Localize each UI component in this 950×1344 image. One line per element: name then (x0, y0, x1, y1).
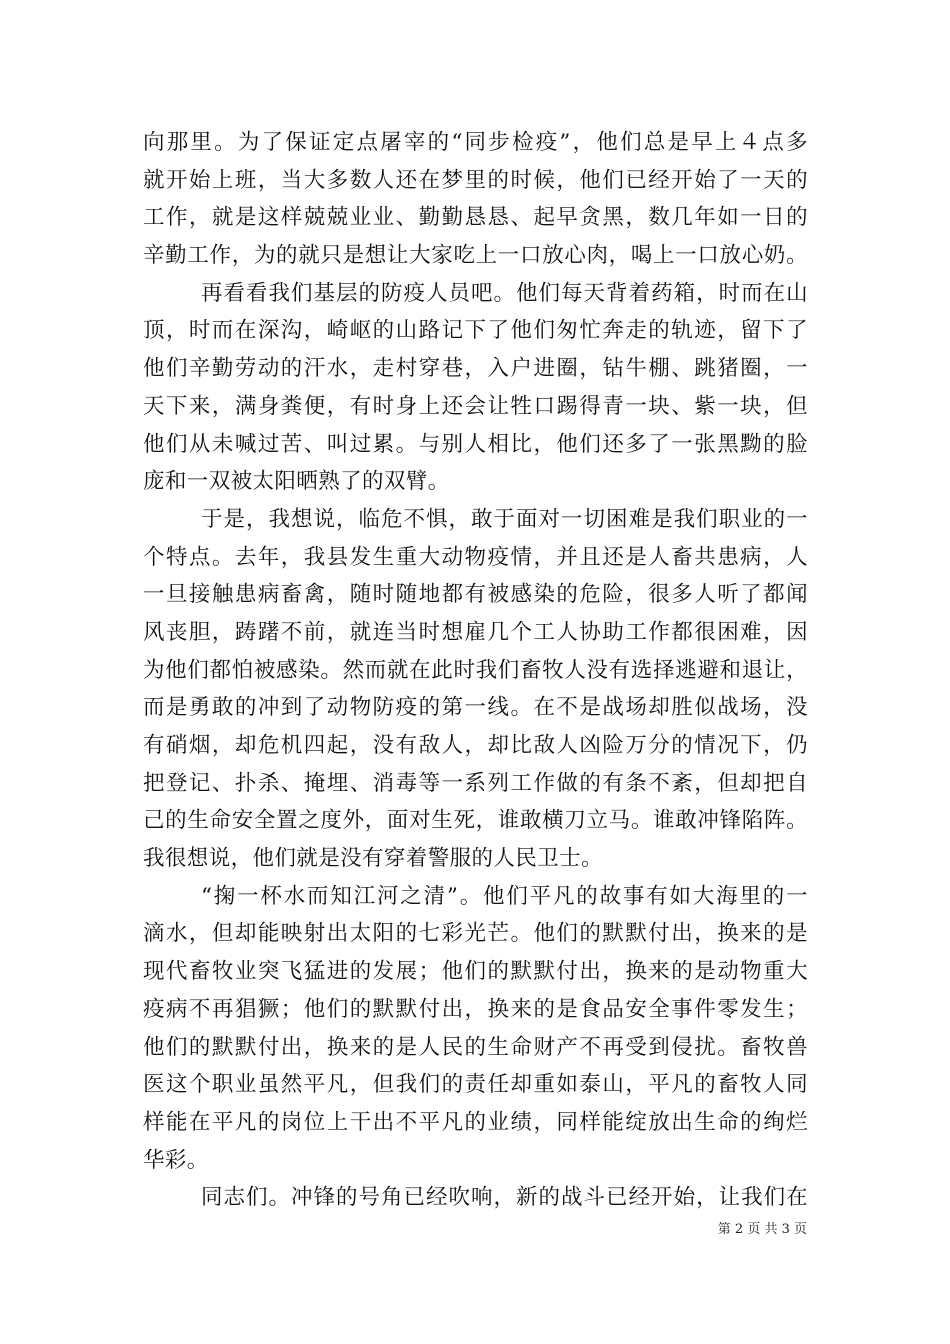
paragraph-start-line: 于是，我想说，临危不惧，敢于面对一切困难是我们职业的一 (201, 506, 808, 532)
text-line: 天下来，满身粪便，有时身上还会让牲口踢得青一块、紫一块，但 (143, 393, 808, 419)
text-line: 个特点。去年，我县发生重大动物疫情，并且还是人畜共患病，人 (143, 544, 808, 570)
text-line: 把登记、扑杀、掩埋、消毒等一系列工作做的有条不紊，但却把自 (143, 770, 808, 796)
paragraph-start-line: 再看看我们基层的防疫人员吧。他们每天背着药箱，时而在山 (201, 280, 808, 306)
text-line: 向那里。为了保证定点屠宰的“同步检疫”，他们总是早上４点多 (143, 130, 808, 155)
text-line: 有硝烟，却危机四起，没有敌人，却比敌人凶险万分的情况下，仍 (143, 733, 808, 758)
text-line: 辛勤工作，为的就只是想让大家吃上一口放心肉，喝上一口放心奶。 (143, 243, 808, 269)
text-line: 顶，时而在深沟，崎岖的山路记下了他们匆忙奔走的轨迹，留下了 (143, 318, 808, 344)
text-line: 疫病不再猖獗；他们的默默付出，换来的是食品安全事件零发生； (143, 996, 808, 1022)
text-line: 一旦接触患病畜禽，随时随地都有被感染的危险，很多人听了都闻 (143, 582, 808, 608)
text-line: 他们的默默付出，换来的是人民的生命财产不再受到侵扰。畜牧兽 (143, 1034, 808, 1060)
paragraph-start-line: 同志们。冲锋的号角已经吹响，新的战斗已经开始，让我们在 (201, 1185, 808, 1211)
text-line: 为他们都怕被感染。然而就在此时我们畜牧人没有选择逃避和退让， (143, 657, 808, 683)
text-line: 样能在平凡的岗位上干出不平凡的业绩，同样能绽放出生命的绚烂 (143, 1109, 808, 1135)
text-line: 工作，就是这样兢兢业业、勤勤恳恳、起早贪黑，数几年如一日的 (143, 205, 808, 231)
text-line: 就开始上班，当大多数人还在梦里的时候，他们已经开始了一天的 (143, 167, 808, 193)
text-line: 滴水，但却能映射出太阳的七彩光芒。他们的默默付出，换来的是 (143, 921, 808, 947)
document-body (143, 124, 808, 1217)
paragraph-end-line: 华彩。 (143, 1147, 209, 1173)
paragraph-end-line: 我很想说，他们就是没有穿着警服的人民卫士。 (143, 846, 603, 872)
text-line: 他们从未喊过苦、叫过累。与别人相比，他们还多了一张黑黝的脸 (143, 431, 808, 457)
text-line: 己的生命安全置之度外，面对生死，谁敢横刀立马。谁敢冲锋陷阵。 (143, 808, 808, 834)
paragraph-start-line: “掬一杯水而知江河之清”。他们平凡的故事有如大海里的一 (201, 883, 808, 909)
text-line: 而是勇敢的冲到了动物防疫的第一线。在不是战场却胜似战场，没 (143, 695, 808, 721)
paragraph-end-line: 庞和一双被太阳晒熟了的双臂。 (143, 469, 450, 495)
text-line: 他们辛勤劳动的汗水，走村穿巷，入户进圈，钻牛棚、跳猪圈，一 (143, 356, 808, 382)
text-line: 风丧胆，踌躇不前，就连当时想雇几个工人协助工作都很困难，因 (143, 619, 808, 645)
page-number-footer: 第 2 页 共 3 页 (717, 1222, 807, 1237)
text-line: 现代畜牧业突飞猛进的发展；他们的默默付出，换来的是动物重大 (143, 959, 808, 985)
text-line: 医这个职业虽然平凡，但我们的责任却重如泰山，平凡的畜牧人同 (143, 1072, 808, 1098)
